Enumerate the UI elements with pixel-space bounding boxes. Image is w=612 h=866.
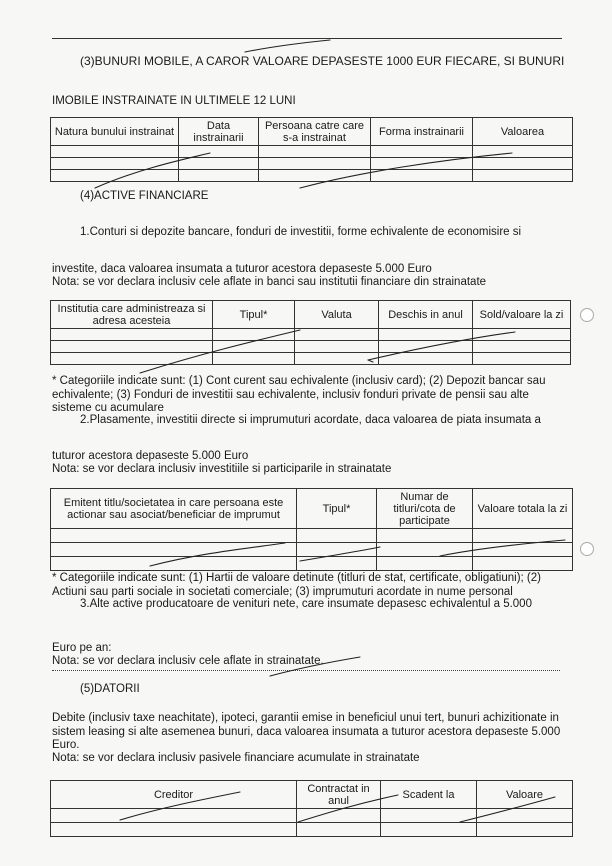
item3-text: 3.Alte active producatoare de venituri nete, care insumate depasesc echivalentul a 5.000: [80, 598, 532, 610]
col-deschis-in-anul: Deschis in anul: [379, 301, 473, 329]
item2-text-cont: tuturor acestora depaseste 5.000 Euro: [52, 450, 249, 462]
item2-text: 2.Plasamente, investitii directe si imprumuturi acordate, daca valoarea de piata insumata a: [80, 414, 541, 426]
col-tipul: Tipul*: [213, 301, 295, 329]
item2-note: Nota: se vor declara inclusiv investitiile si participarile in strainatate: [52, 463, 392, 475]
col-persoana: Persoana catre care s-a instrainat: [259, 118, 371, 146]
sec3-heading-cont: IMOBILE INSTRAINATE IN ULTIMELE 12 LUNI: [52, 95, 296, 107]
col-valoare-totala: Valoare totala la zi: [473, 489, 573, 529]
col-scadent: Scadent la: [381, 781, 477, 809]
col-sold: Sold/valoare la zi: [473, 301, 571, 329]
punch-hole: [580, 308, 594, 322]
item3-text-cont: Euro pe an:: [52, 642, 112, 654]
col-valoare: Valoare: [477, 781, 573, 809]
sec5-text: Debite (inclusiv taxe neachitate), ipoteci, garantii emise in beneficiul unui tert, bunuri achizitionate in sistem leasing si alte asemenea bunuri, daca valoarea insumata a tuturor acestora depaseste 5.000 Euro.: [52, 712, 561, 751]
item1-text-cont: investite, daca valoarea insumata a tuturor acestora depaseste 5.000 Euro: [52, 263, 432, 275]
sec5-note: Nota: se vor declara inclusiv pasivele financiare acumulate in strainatate: [52, 752, 420, 764]
investments-footnote: * Categoriile indicate sunt: (1) Hartii de valoare detinute (titluri de stat, certificate, obligatiuni); (2) Actiuni sau parti sociale in societati comerciale; (3) imprumuturi acordate in nume personal: [52, 572, 541, 598]
punch-hole: [580, 542, 594, 556]
sec4-heading: (4)ACTIVE FINANCIARE: [80, 190, 209, 202]
col-creditor: Creditor: [51, 781, 297, 809]
col-tipul: Tipul*: [297, 489, 377, 529]
item1-text: 1.Conturi si depozite bancare, fonduri de investitii, forme echivalente de economisire si: [80, 226, 522, 238]
col-contractat: Contractat in anul: [297, 781, 381, 809]
sec5-heading: (5)DATORII: [80, 683, 140, 695]
item1-note: Nota: se vor declara inclusiv cele aflate in banci sau institutii financiare din strainatate: [52, 276, 487, 288]
accounts-footnote: * Categoriile indicate sunt: (1) Cont curent sau echivalente (inclusiv card); (2) Depozit bancar sau echivalente; (3) Fonduri de investitii sau echivalente, inclusiv fonduri private de pensii sau alte sisteme cu acumulare: [52, 375, 546, 414]
item3-note: Nota: se vor declara inclusiv cele aflate in strainatate.: [52, 655, 324, 667]
col-numar-titluri: Numar de titluri/cota de participate: [377, 489, 473, 529]
col-natura-bunului: Natura bunului instrainat: [51, 118, 179, 146]
col-institutia: Institutia care administreaza si adresa acesteia: [51, 301, 213, 329]
col-data-instrainarii: Data instrainarii: [179, 118, 259, 146]
sec3-heading: (3)BUNURI MOBILE, A CAROR VALOARE DEPASESTE 1000 EUR FIECARE, SI BUNURI: [80, 54, 565, 68]
col-emitent: Emitent titlu/societatea in care persoana este actionar sau asociat/beneficiar de imprumut: [51, 489, 297, 529]
col-valuta: Valuta: [295, 301, 379, 329]
col-forma-instrainarii: Forma instrainarii: [371, 118, 473, 146]
col-valoarea: Valoarea: [473, 118, 573, 146]
